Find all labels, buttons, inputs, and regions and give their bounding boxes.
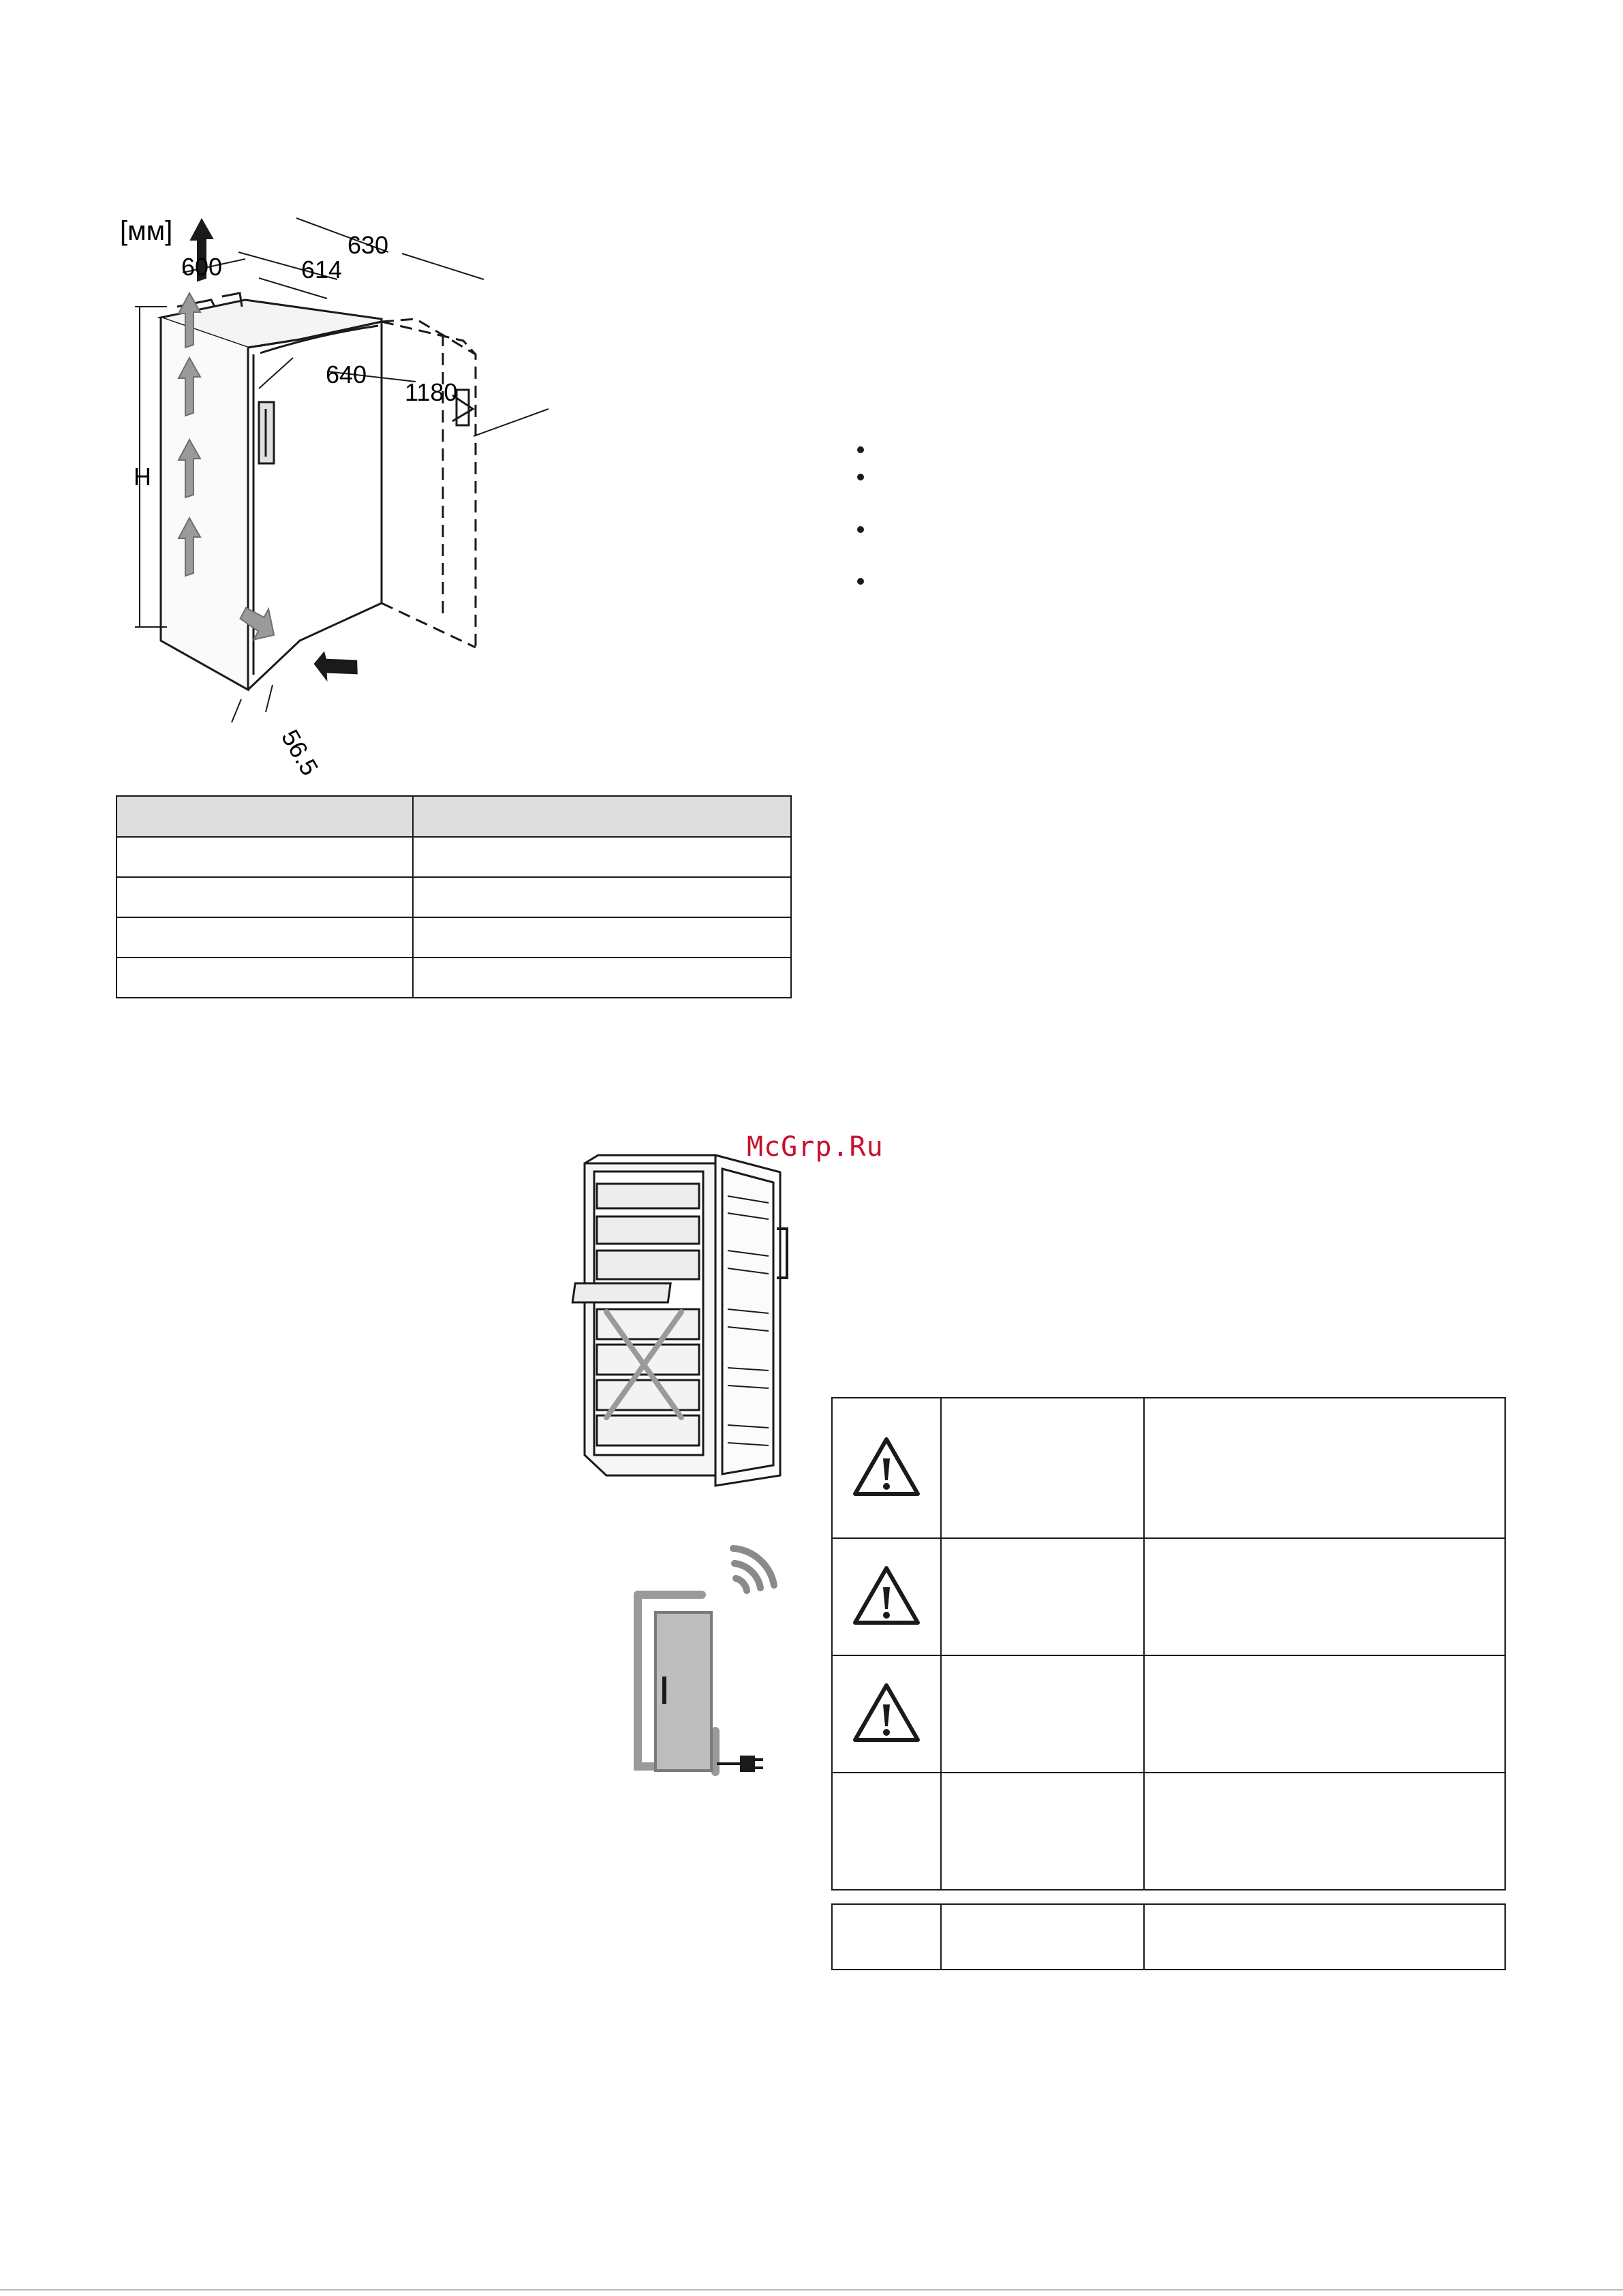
wifi-freezer-icon bbox=[627, 1547, 784, 1799]
warning-triangle-icon bbox=[851, 1564, 922, 1627]
table-header-cell bbox=[117, 796, 413, 837]
note-table bbox=[831, 1903, 1506, 1970]
table-cell bbox=[832, 1904, 941, 1970]
table-header-cell bbox=[413, 796, 791, 837]
dimensions-table bbox=[116, 795, 792, 998]
dim-h-label: H bbox=[134, 463, 151, 491]
table-row bbox=[832, 1538, 1505, 1655]
watermark: McGrp.Ru bbox=[747, 1131, 884, 1163]
table-row bbox=[117, 917, 791, 958]
table-cell bbox=[117, 917, 413, 958]
door-swing-outline bbox=[382, 319, 476, 647]
warning-triangle-icon bbox=[851, 1435, 922, 1498]
warning-table bbox=[831, 1397, 1506, 1891]
table-cell bbox=[832, 1773, 941, 1890]
open-freezer-illustration bbox=[579, 1148, 797, 1489]
table-cell bbox=[832, 1655, 941, 1773]
table-cell bbox=[117, 877, 413, 917]
table-cell bbox=[941, 1655, 1144, 1773]
table-cell bbox=[1144, 1773, 1505, 1890]
table-cell bbox=[1144, 1655, 1505, 1773]
warning-triangle-icon bbox=[851, 1681, 922, 1744]
table-cell bbox=[117, 837, 413, 877]
table-cell bbox=[832, 1538, 941, 1655]
table-cell bbox=[832, 1398, 941, 1538]
table-cell bbox=[941, 1398, 1144, 1538]
table-cell bbox=[413, 958, 791, 998]
bullet-icon bbox=[857, 446, 864, 453]
table-cell bbox=[1144, 1538, 1505, 1655]
table-row bbox=[832, 1773, 1505, 1890]
table-cell bbox=[941, 1773, 1144, 1890]
bullet-icon bbox=[857, 578, 864, 585]
table-cell bbox=[941, 1538, 1144, 1655]
unit-label: [мм] bbox=[120, 216, 173, 246]
dim-1180-label: 1180 bbox=[405, 378, 458, 406]
table-row bbox=[117, 877, 791, 917]
table-cell bbox=[413, 837, 791, 877]
dim-614-label: 614 bbox=[301, 256, 343, 284]
table-cell bbox=[1144, 1398, 1505, 1538]
table-row bbox=[832, 1398, 1505, 1538]
table-cell bbox=[941, 1904, 1144, 1970]
table-row bbox=[117, 958, 791, 998]
dim-630-label: 630 bbox=[347, 231, 389, 259]
table-row bbox=[117, 837, 791, 877]
dim-56-5-label: 56.5 bbox=[276, 724, 324, 780]
table-cell bbox=[413, 877, 791, 917]
table-row bbox=[832, 1904, 1505, 1970]
bullet-icon bbox=[857, 474, 864, 480]
table-row bbox=[832, 1655, 1505, 1773]
intake-arrow-icon bbox=[310, 649, 361, 689]
bullet-icon bbox=[857, 526, 864, 533]
table-header-row bbox=[117, 796, 791, 837]
table-cell bbox=[413, 917, 791, 958]
dim-640-label: 640 bbox=[326, 361, 367, 388]
dimension-drawing bbox=[102, 204, 593, 780]
dim-600-label: 600 bbox=[181, 253, 223, 281]
page-bottom-edge bbox=[0, 2289, 1623, 2291]
table-cell bbox=[117, 958, 413, 998]
table-cell bbox=[1144, 1904, 1505, 1970]
